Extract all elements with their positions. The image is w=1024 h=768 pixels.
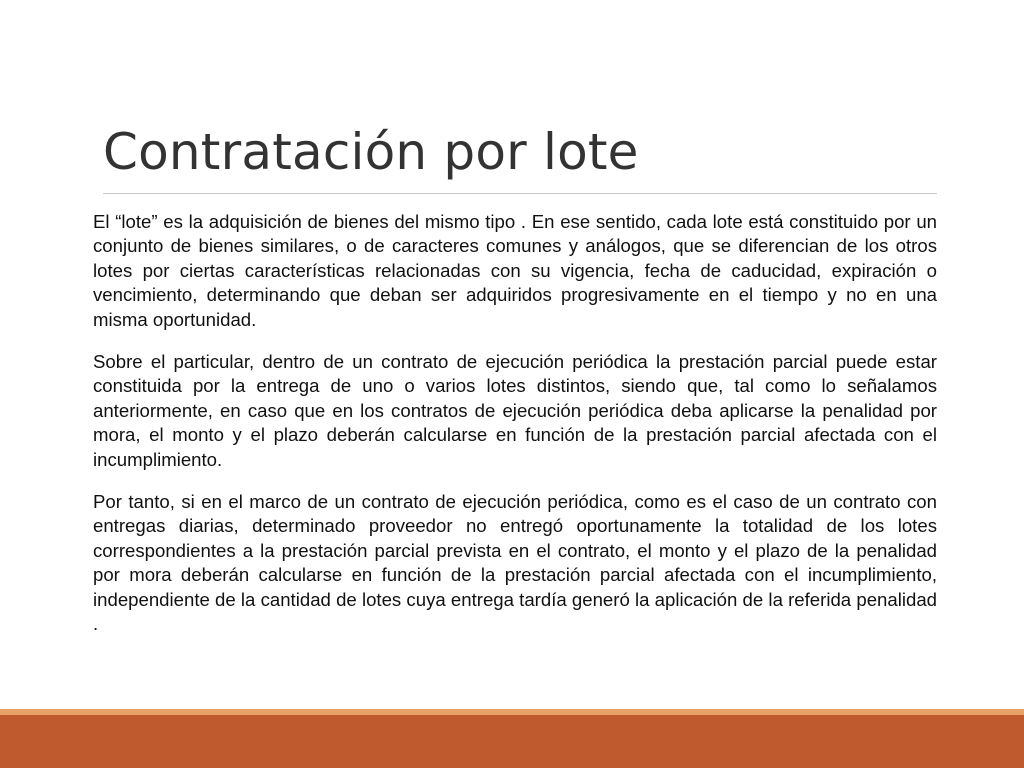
body-paragraph-3: Por tanto, si en el marco de un contrato de ejecución periódica, como es el caso de un contrato con entregas diarias, determinado proveedor no entregó oportunamente la totalidad de los lotes correspondientes a la prestación parcial prevista en el contrato, el monto y el plazo de la penalidad por mora deberán calcularse en función de la prestación parcial afectada con el incumplimiento, independiente de la cantidad de lotes cuya entrega tardía generó la aplicación de la referida penalidad . [93,491,937,635]
slide-body [93,210,937,655]
body-paragraph-1: El “lote” es la adquisición de bienes del mismo tipo . En ese sentido, cada lote está constituido por un conjunto de bienes similares, o de caracteres comunes y análogos, que se diferencian de los otros lotes por ciertas características relacionadas con su vigencia, fecha de caducidad, expiración o vencimiento, determinando que deban ser adquiridos progresivamente en el tiempo y no en una misma oportunidad. [93,211,937,330]
slide-title: Contratación por lote [103,123,639,181]
body-paragraph-2: Sobre el particular, dentro de un contrato de ejecución periódica la prestación parcial puede estar constituida por la entrega de uno o varios lotes distintos, siendo que, tal como lo señalamos anteriormente, en caso que en los contratos de ejecución periódica deba aplicarse la penalidad por mora, el monto y el plazo deberán calcularse en función de la prestación parcial afectada con el incumplimiento. [93,351,937,470]
footer-band [0,715,1024,768]
title-divider [103,193,937,194]
